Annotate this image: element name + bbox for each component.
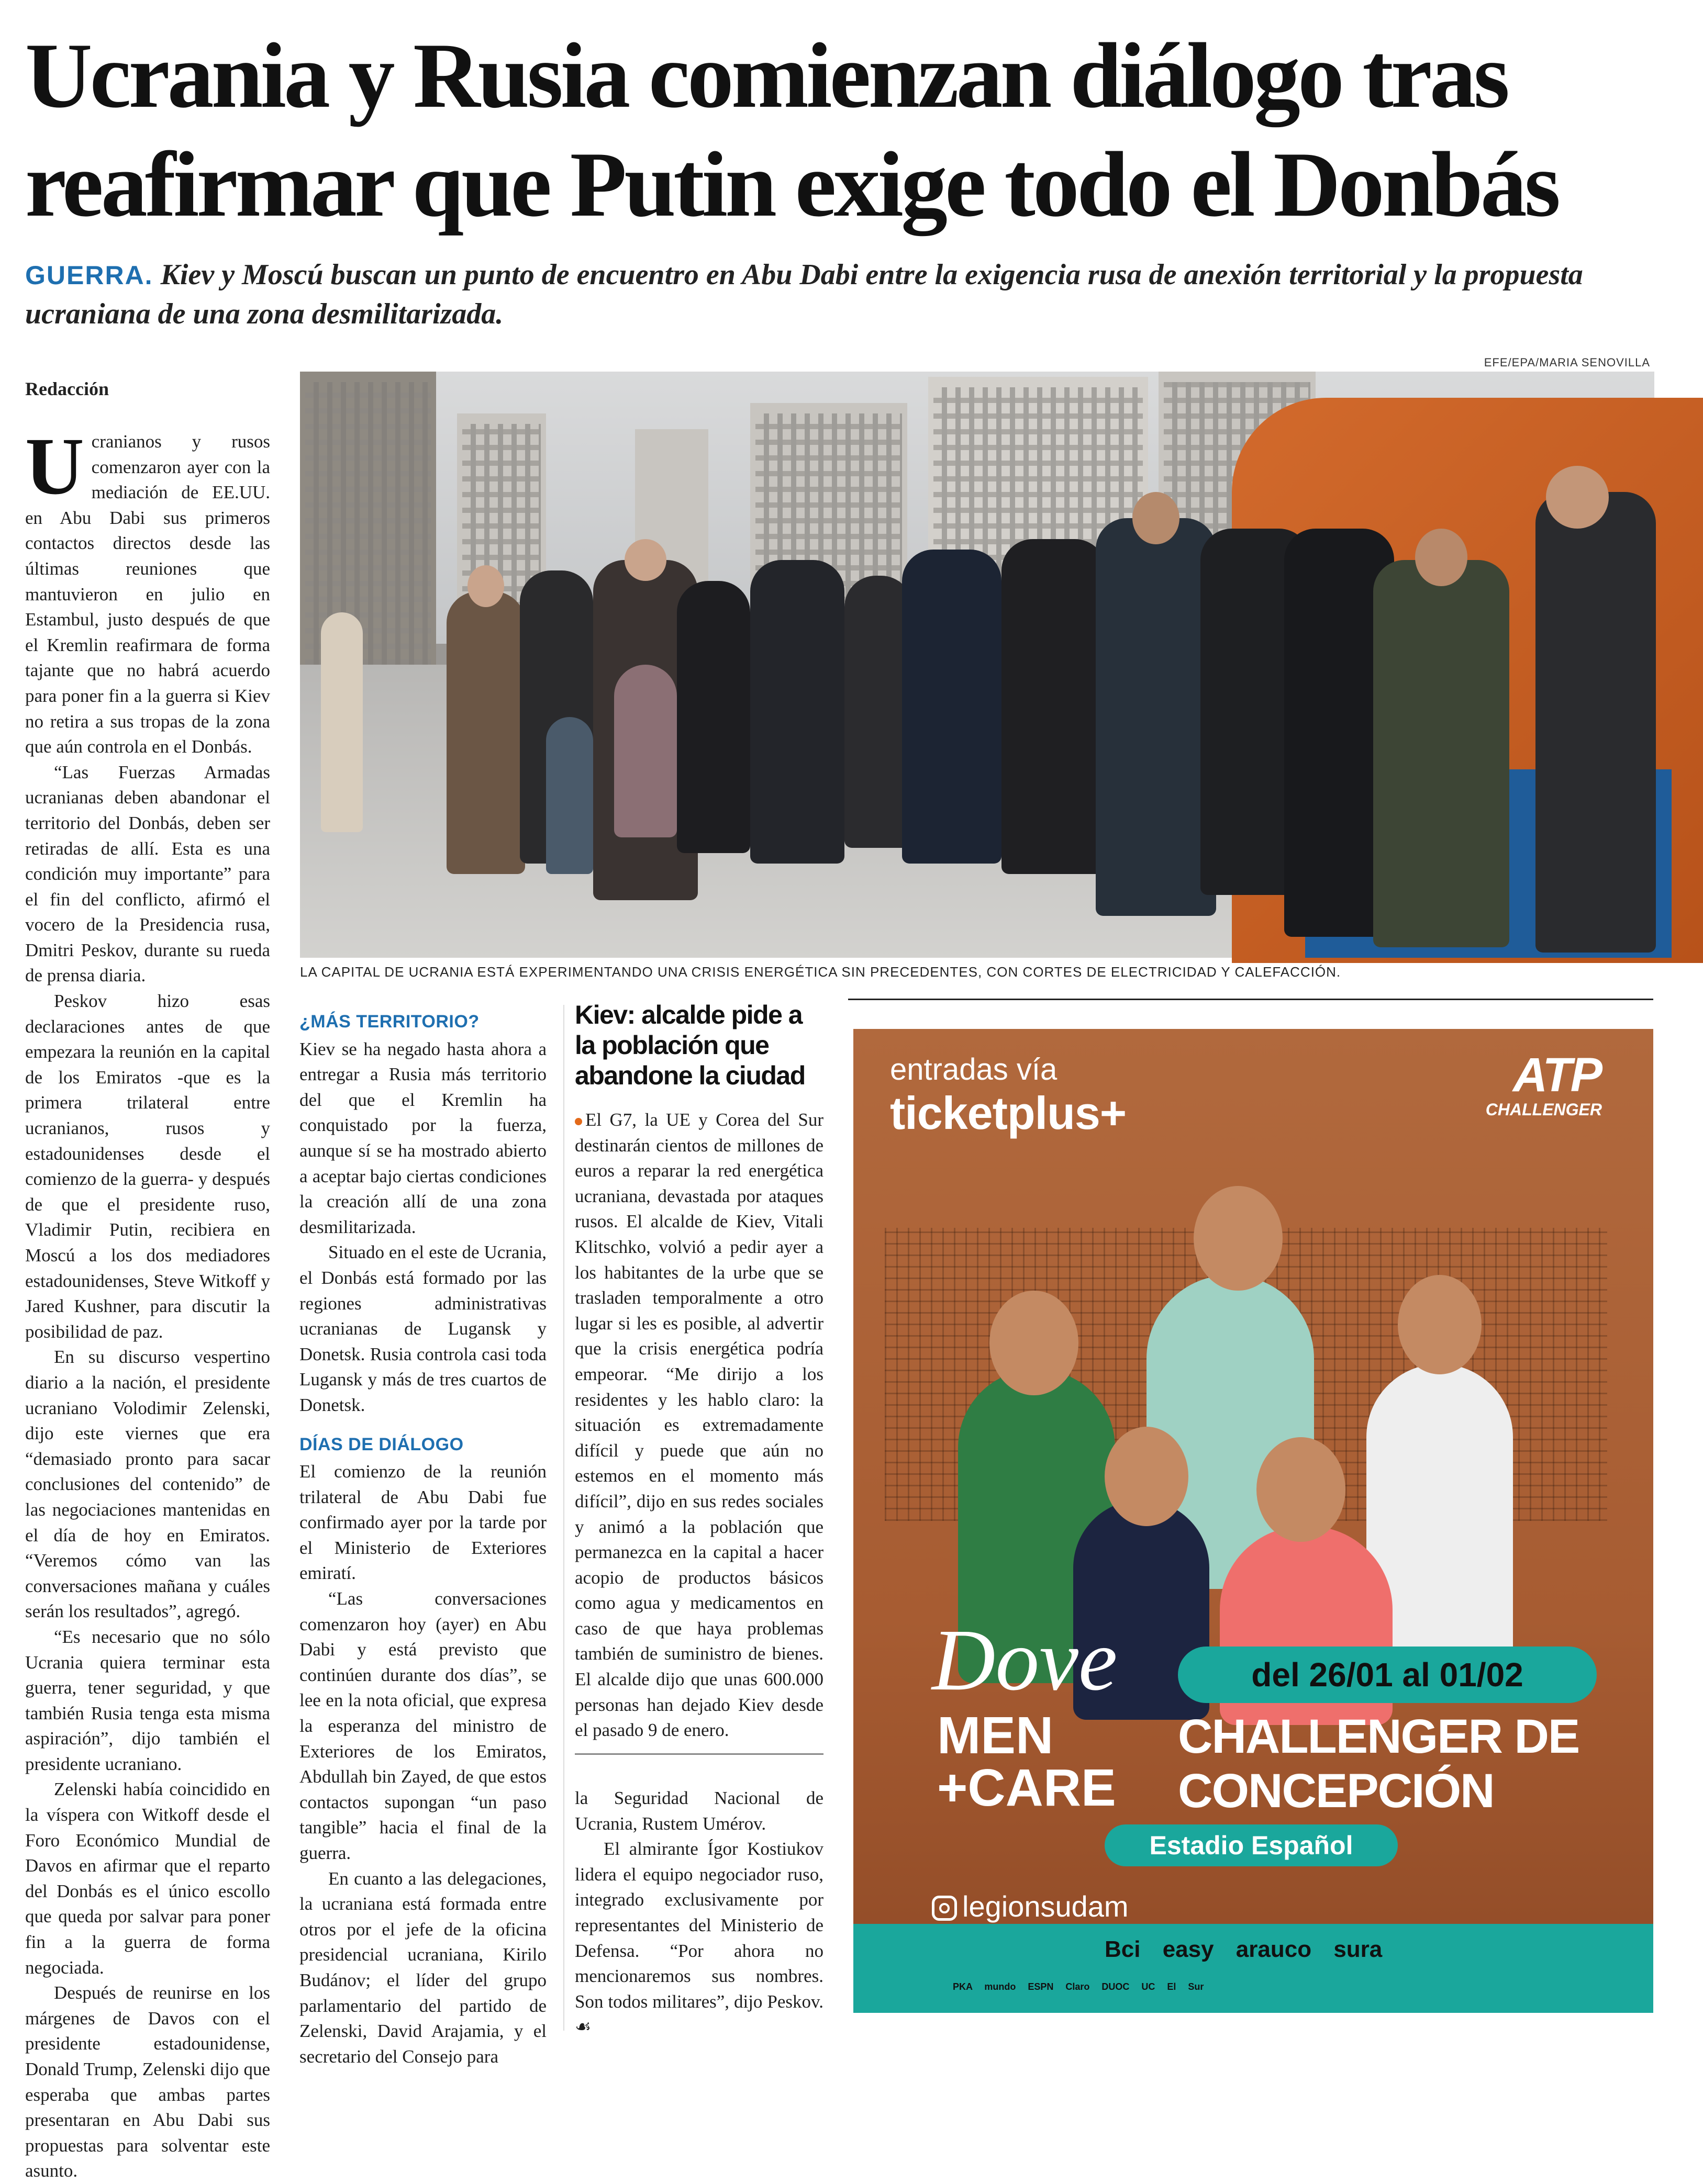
byline: Redacción (25, 378, 109, 399)
event-title: CHALLENGER DE CONCEPCIÓN (1178, 1710, 1579, 1818)
article-column-2 (299, 1006, 547, 2069)
tennis-advertisement[interactable] (853, 1029, 1653, 2013)
player-head (1194, 1186, 1283, 1291)
men-care-logo: MEN +CARE (937, 1706, 1116, 1817)
paragraph: Después de reunirse en los márgenes de Davos con el presidente estadounidense, Donald Trump, Zelenski dijo que esperaba que ambas partes presentaran en Abu Dabi sus propuestas para solventar este asunto. (25, 1983, 270, 2181)
paragraph: En su discurso vespertino diario a la nación, el presidente ucraniano Volodimir Zelenski, dijo este viernes que era “demasiado pronto para sacar conclusiones del contenido” de las negociaciones mantenidas en el día de hoy en Emiratos. “Veremos cómo van las conversaciones mañana y cuáles serán los resultados”, agregó. (25, 1347, 270, 1622)
player-head (989, 1291, 1078, 1395)
paragraph: la Seguridad Nacional de Ucrania, Rustem Umérov. (575, 1788, 823, 1834)
paragraph: “Las conversaciones comenzaron hoy (ayer) en Abu Dabi y está previsto que continúen durante dos días”, se lee en la nota oficial, que expresa la esperanza del ministro de Exteriores de los Emiratos, Abdullah bin Zayed, de que estos contactos supongan “un paso tangible” hacia el final de la guerra. (299, 1588, 547, 1863)
instagram-icon (932, 1896, 957, 1921)
news-photo (300, 372, 1654, 955)
section-label: GUERRA. (25, 261, 153, 290)
column-divider (563, 1005, 564, 2031)
paragraph: Kiev se ha negado hasta ahora a entregar a Rusia más territorio del que el Kremlin ha conquistado por la fuerza, aunque sí se ha mostrado abierto a aceptar bajo ciertas condiciones la creación allí de una zona desmilitarizada. (299, 1038, 547, 1237)
bullet-icon (575, 1118, 582, 1125)
paragraph: “Las Fuerzas Armadas ucranianas deben abandonar el territorio del Donbás, deben ser retiradas de allí. Esta es una condición muy importante” para el fin del conflicto, afirmó el vocero de la Presidencia rusa, Dmitri Peskov, durante su rueda de prensa diaria. (25, 761, 270, 986)
paragraph: Zelenski había coincidido en la víspera con Witkoff desde el Foro Económico Mundial de Davos en afirmar que el reparto del Donbás es el único escollo que queda por salvar para poner fin a la guerra de forma negociada. (25, 1779, 270, 1978)
paragraph: En cuanto a las delegaciones, la ucraniana está formada entre otros por el jefe de la oficina presidencial ucraniana, Kirilo Budánov; el líder del grupo parlamentario del partido de Zelenski, David Arajamia, y el secretario del Consejo para (299, 1868, 547, 2067)
deck-text: Kiev y Moscú buscan un punto de encuentro en Abu Dabi entre la exigencia rusa de anexión territorial y la propuesta ucraniana de una zona desmilitarizada. (25, 259, 1583, 330)
photo-credit: EFE/EPA/MARIA SENOVILLA (1484, 356, 1650, 369)
article-column-3 (575, 1786, 823, 2040)
event-venue: Estadio Español (1105, 1824, 1398, 1866)
event-dates: del 26/01 al 01/02 (1178, 1647, 1597, 1703)
ticketplus-logo: ticketplus+ (890, 1087, 1127, 1139)
headline: Ucrania y Rusia comienzan diálogo tras reafirmar que Putin exige todo el Donbás (25, 24, 1559, 236)
ad-entradas: entradas vía (890, 1052, 1058, 1087)
atp-challenger-label: CHALLENGER (1485, 1100, 1602, 1119)
sponsor-logos-small: PKA mundo ESPN Claro DUOC UC El Sur (953, 1981, 1204, 1992)
article-deck (25, 255, 1659, 333)
paragraph: Peskov hizo esas declaraciones antes de que empezara la reunión en la capital de los Emiratos -que es la primera trilateral entre ucranianos, rusos y estadounidenses desde el comienzo de la guerra- y después de que el presidente ruso, Vladimir Putin, recibiera en Moscú a los dos mediadores estadounidenses, Steve Witkoff y Jared Kushner, para discutir la posibilidad de paz. (25, 991, 270, 1342)
paragraph: El almirante Ígor Kostiukov lidera el equipo negociador ruso, integrado exclusivamente por representantes del Ministerio de Defensa. “Por ahora no mencionaremos sus nombres. Son todos militares”, dijo Peskov. ☙ (575, 1839, 823, 2037)
atp-logo: ATP (1512, 1048, 1601, 1102)
drop-cap: U (25, 421, 84, 511)
paragraph: Situado en el este de Ucrania, el Donbás está formado por las regiones administrativas ucranianas de Lugansk y Donetsk. Rusia controla casi toda Lugansk y más de tres cuartos de Donetsk. (299, 1242, 547, 1415)
sidebar-headline: Kiev: alcalde pide a la población que abandone la ciudad (575, 1000, 805, 1090)
dove-logo: Dove (932, 1611, 1118, 1709)
paragraph: Ucranianos y rusos comenzaron ayer con la mediación de EE.UU. en Abu Dabi sus primeros contactos directos desde las últimas reuniones que mantuvieron en julio en Estambul, justo después de que el Kremlin reafirmara de forma tajante que no habrá acuerdo para poner fin a la guerra si Kiev no retira a sus tropas de la zona que aún controla en el Donbás. (25, 421, 270, 757)
player-head (1105, 1427, 1188, 1526)
instagram-handle[interactable]: legionsudam (932, 1889, 1129, 1923)
subheading: DÍAS DE DIÁLOGO (299, 1434, 464, 1454)
sponsor-bar (853, 1924, 1653, 2013)
photo-caption: LA CAPITAL DE UCRANIA ESTÁ EXPERIMENTANDO UNA CRISIS ENERGÉTICA SIN PRECEDENTES, CON CORTES DE ELECTRICIDAD Y CALEFACCIÓN. (300, 964, 1341, 980)
player-head (1256, 1437, 1345, 1542)
sponsor-logos: Bci easy arauco sura (1105, 1936, 1383, 1962)
article-column-1 (25, 421, 270, 2184)
player-head (1398, 1275, 1482, 1374)
paragraph: “Es necesario que no sólo Ucrania quiera terminar esta guerra, tener seguridad, y que también Rusia tenga esta misma aspiración”, dijo también el presidente ucraniano. (25, 1626, 270, 1774)
ad-top-rule (848, 999, 1653, 1000)
sidebar-body (575, 1107, 823, 1743)
paragraph: El comienzo de la reunión trilateral de Abu Dabi fue confirmado ayer por la tarde por el Ministerio de Exteriores emiratí. (299, 1461, 547, 1584)
paragraph: El G7, la UE y Corea del Sur destinarán cientos de millones de euros a reparar la red energética ucraniana, devastada por ataques rusos. El alcalde de Kiev, Vitali Klitschko, volvió a pedir ayer a los habitantes de la urbe que se trasladen temporalmente a otro lugar si les es posible, al advertir que la crisis energética podría empeorar. “Me dirijo a los residentes y les hablo claro: la situación es extremadamente difícil y puede que aún no estemos en el momento más difícil”, dijo en sus redes sociales y animó a la población que permanezca en la capital a hacer acopio de productos básicos como agua y medicamentos en caso de que haya problemas también de suministro de bienes. El alcalde dijo que unas 600.000 personas han dejado Kiev desde el pasado 9 de enero. (575, 1110, 823, 1741)
sidebar-rule (575, 1753, 823, 1755)
subheading: ¿MÁS TERRITORIO? (299, 1012, 480, 1032)
